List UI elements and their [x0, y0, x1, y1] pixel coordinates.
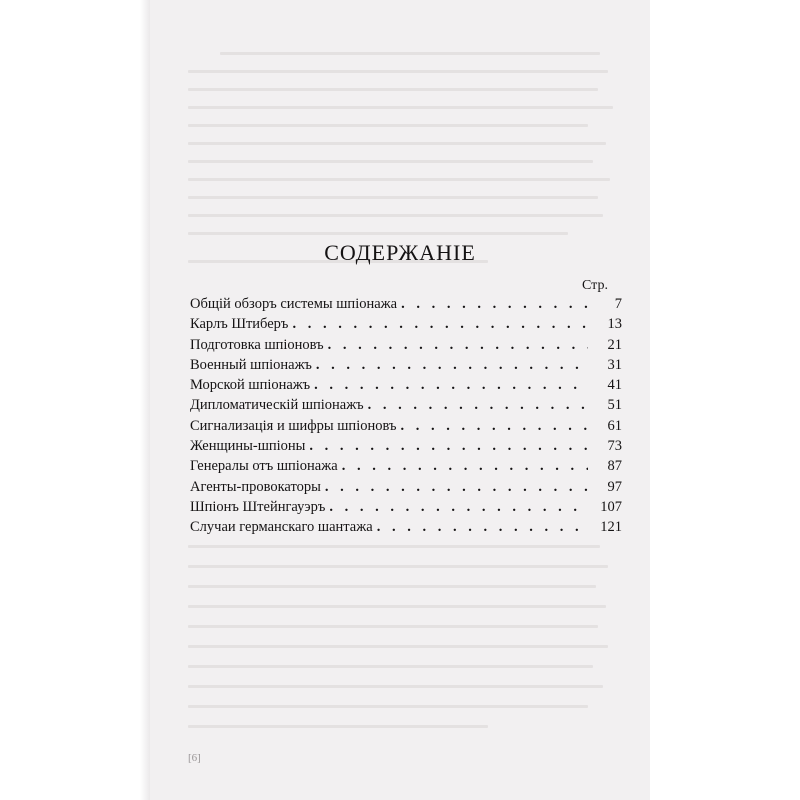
entry-page-number: 41: [607, 377, 622, 394]
contents-entry: [190, 296, 622, 316]
entry-page-number: 73: [607, 438, 622, 455]
entry-title: Военный шпіонажъ: [190, 356, 312, 373]
entry-page-number: 97: [607, 478, 622, 495]
dot-leader: [342, 458, 588, 475]
table-of-contents: [150, 0, 650, 800]
entry-page-number: 61: [607, 417, 622, 434]
dot-leader: [314, 377, 588, 394]
entry-title: Женщины-шпіоны: [190, 438, 306, 455]
entry-page-number: 121: [600, 519, 622, 536]
dot-leader: [292, 316, 588, 333]
entry-title: Морской шпіонажъ: [190, 377, 311, 394]
entry-title: Сигнализація и шифры шпіоновъ: [190, 417, 397, 434]
entry-title: Генералы отъ шпіонажа: [190, 458, 338, 475]
entry-page-number: 21: [607, 336, 622, 353]
contents-entry: [190, 418, 622, 438]
contents-heading: СОДЕРЖАНІЕ: [324, 240, 476, 265]
contents-list: [190, 296, 622, 540]
entry-title: Агенты-провокаторы: [190, 478, 321, 495]
entry-page-number: 107: [600, 498, 622, 515]
dot-leader: [400, 418, 588, 435]
entry-page-number: 51: [607, 397, 622, 414]
page-folio: [6]: [188, 752, 201, 764]
dot-leader: [329, 499, 588, 516]
contents-entry: [190, 337, 622, 357]
dot-leader: [401, 296, 588, 313]
page-column-label: Стр.: [582, 278, 608, 293]
contents-entry: [190, 377, 622, 397]
contents-entry: [190, 397, 622, 417]
entry-page-number: 87: [607, 458, 622, 475]
dot-leader: [309, 438, 588, 455]
dot-leader: [377, 519, 588, 536]
entry-title: Карлъ Штиберъ: [190, 316, 289, 333]
contents-entry: [190, 316, 622, 336]
entry-page-number: 7: [614, 296, 622, 312]
entry-title: Шпіонъ Штейнгауэръ: [190, 498, 326, 515]
entry-title: Подготовка шпіоновъ: [190, 336, 324, 353]
entry-title: Случаи германскаго шантажа: [190, 519, 373, 536]
contents-entry: [190, 479, 622, 499]
entry-page-number: 31: [607, 356, 622, 373]
dot-leader: [316, 357, 588, 374]
book-page: [150, 0, 650, 800]
entry-page-number: 13: [607, 316, 622, 333]
contents-entry: [190, 499, 622, 519]
contents-entry: [190, 438, 622, 458]
contents-entry: [190, 458, 622, 478]
entry-title: Дипломатическій шпіонажъ: [190, 397, 364, 414]
dot-leader: [368, 397, 588, 414]
dot-leader: [328, 337, 588, 354]
contents-entry: [190, 357, 622, 377]
dot-leader: [325, 479, 588, 496]
entry-title: Общій обзоръ системы шпіонажа: [190, 296, 398, 312]
contents-entry: [190, 519, 622, 539]
